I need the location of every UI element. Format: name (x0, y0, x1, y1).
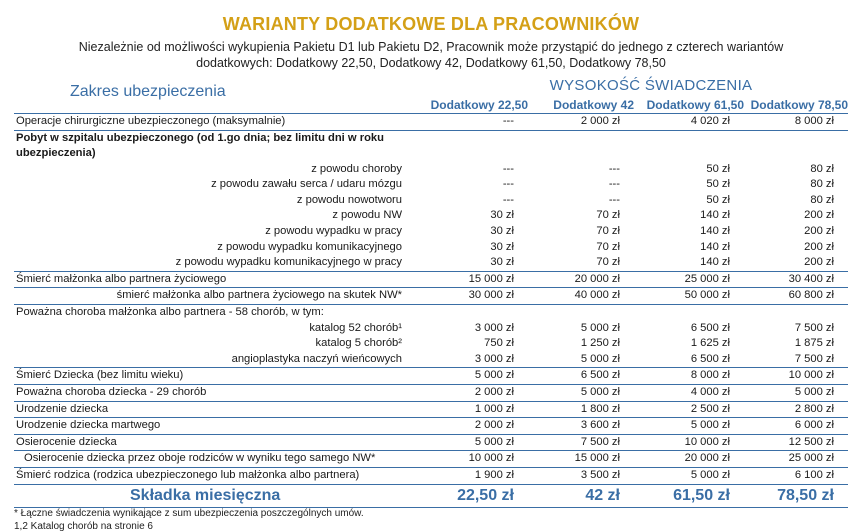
table-row (14, 451, 848, 468)
table-row (14, 162, 848, 178)
cell-value: 25 000 zł (788, 452, 834, 465)
cell-value: 80 zł (810, 178, 834, 191)
cell-value: --- (608, 193, 620, 206)
table-row (14, 224, 848, 240)
cell-value: 50 000 zł (684, 289, 730, 302)
cell-value: 2 800 zł (794, 402, 834, 415)
row-label: z powodu NW (332, 209, 402, 222)
cell-value: 1 625 zł (690, 337, 730, 350)
table-row (14, 336, 848, 352)
row-label: Poważna choroba dziecka - 29 chorób (16, 385, 207, 398)
row-label: Śmierć małżonka albo partnera życiowego (16, 272, 227, 285)
row-label: Osierocenie dziecka (16, 435, 117, 448)
wysokosc-header: WYSOKOŚĆ ŚWIADCZENIA (549, 77, 753, 94)
zakres-header: Zakres ubezpieczenia (70, 83, 226, 100)
table-row (14, 240, 848, 256)
cell-value: 6 500 zł (690, 352, 730, 365)
cell-value: 2 500 zł (690, 402, 730, 415)
table-row (14, 255, 848, 272)
cell-value: 3 000 zł (474, 321, 514, 334)
premium-label: Składka miesięczna (130, 487, 281, 504)
cell-value: 3 000 zł (474, 352, 514, 365)
cell-value: 70 zł (596, 256, 620, 269)
cell-value: 30 zł (490, 209, 514, 222)
table-row (14, 305, 848, 321)
cell-value: 30 zł (490, 240, 514, 253)
cell-value: 12 500 zł (788, 435, 834, 448)
cell-value: 1 800 zł (580, 402, 620, 415)
row-label: Urodzenie dziecka martwego (16, 419, 161, 432)
cell-value: 200 zł (804, 224, 834, 237)
cell-value: 4 000 zł (690, 385, 730, 398)
premium-value: 42 zł (585, 487, 620, 504)
cell-value: 10 000 zł (788, 369, 834, 382)
table-row (14, 352, 848, 369)
cell-value: 5 000 zł (794, 385, 834, 398)
cell-value: --- (502, 162, 514, 175)
row-label: Operacje chirurgiczne ubezpieczonego (maksymalnie) (16, 115, 286, 127)
cell-value: 1 900 zł (474, 468, 514, 481)
cell-value: 6 500 zł (580, 369, 620, 382)
col-header-3: Dodatkowy 61,50 (646, 98, 744, 112)
cell-value: 20 000 zł (574, 272, 620, 285)
cell-value: 200 zł (804, 256, 834, 269)
cell-value: 40 000 zł (574, 289, 620, 302)
cell-value: 200 zł (804, 240, 834, 253)
footnote: 1,2 Katalog chorób na stronie 6 (14, 521, 153, 532)
cell-value: 20 000 zł (684, 452, 730, 465)
cell-value: 7 500 zł (794, 321, 834, 334)
cell-value: 50 zł (706, 178, 730, 191)
monthly-premium-row (14, 484, 848, 508)
page-subtitle: Niezależnie od możliwości wykupienia Pakietu D1 lub Pakietu D2, Pracownik może przystąpić do jednego z czterech wariantów dodatkowych: Dodatkowy 22,50, Dodatkowy 42, Dodatkowy 61,50, Dodatkowy 78,50 (78, 40, 784, 70)
cell-value: 50 zł (706, 193, 730, 206)
row-label: śmierć małżonka albo partnera życiowego na skutek NW* (116, 289, 402, 302)
cell-value: 5 000 zł (690, 468, 730, 481)
table-row (14, 288, 848, 305)
cell-value: 200 zł (804, 209, 834, 222)
cell-value: 70 zł (596, 240, 620, 253)
premium-value: 61,50 zł (673, 487, 730, 504)
cell-value: 750 zł (484, 337, 514, 350)
cell-value: 80 zł (810, 162, 834, 175)
premium-value: 78,50 zł (777, 487, 834, 504)
footnote: * Łączne świadczenia wynikające z sum ubezpieczenia poszczególnych umów. (14, 508, 364, 519)
table-row (14, 113, 848, 131)
table-row (14, 131, 848, 162)
cell-value: 5 000 zł (580, 352, 620, 365)
table-row (14, 402, 848, 419)
row-label: angioplastyka naczyń wieńcowych (231, 352, 402, 365)
cell-value: 6 000 zł (794, 419, 834, 432)
cell-value: 80 zł (810, 193, 834, 206)
table-row (14, 272, 848, 289)
cell-value: 30 400 zł (788, 272, 834, 285)
cell-value: 7 500 zł (580, 435, 620, 448)
row-label: Urodzenie dziecka (16, 402, 109, 415)
row-label: Osierocenie dziecka przez oboje rodziców w wyniku tego samego NW* (24, 452, 376, 465)
cell-value: 10 000 zł (468, 452, 514, 465)
table-row (14, 368, 848, 385)
table-row (14, 208, 848, 224)
row-label: z powodu nowotworu (296, 193, 402, 206)
cell-value: 2 000 zł (580, 115, 620, 127)
cell-value: 1 875 zł (794, 337, 834, 350)
row-label: z powodu choroby (311, 162, 402, 175)
cell-value: 30 zł (490, 256, 514, 269)
cell-value: 15 000 zł (468, 272, 514, 285)
cell-value: 1 000 zł (474, 402, 514, 415)
col-header-2: Dodatkowy 42 (553, 98, 634, 112)
row-label: katalog 5 chorób² (315, 337, 402, 350)
table-row (14, 385, 848, 402)
cell-value: 2 000 zł (474, 419, 514, 432)
cell-value: 30 zł (490, 224, 514, 237)
cell-value: 140 zł (700, 224, 730, 237)
row-label: z powodu wypadku w pracy (265, 224, 402, 237)
cell-value: --- (608, 178, 620, 191)
cell-value: --- (502, 193, 514, 206)
col-header-4: Dodatkowy 78,50 (750, 98, 848, 112)
cell-value: 50 zł (706, 162, 730, 175)
cell-value: 5 000 zł (474, 435, 514, 448)
cell-value: 60 800 zł (788, 289, 834, 302)
row-label: z powodu wypadku komunikacyjnego (217, 240, 402, 253)
cell-value: 140 zł (700, 240, 730, 253)
row-label: Poważna choroba małżonka albo partnera - 58 chorób, w tym: (16, 305, 324, 318)
table-row (14, 177, 848, 193)
cell-value: 1 250 zł (580, 337, 620, 350)
cell-value: 4 020 zł (690, 115, 730, 127)
cell-value: 7 500 zł (794, 352, 834, 365)
cell-value: 8 000 zł (794, 115, 834, 127)
cell-value: 6 500 zł (690, 321, 730, 334)
cell-value: 140 zł (700, 256, 730, 269)
row-label: Śmierć rodzica (rodzica ubezpieczonego lub małżonka albo partnera) (16, 468, 360, 481)
cell-value: 6 100 zł (794, 468, 834, 481)
row-label: katalog 52 chorób¹ (309, 321, 402, 334)
cell-value: 3 500 zł (580, 468, 620, 481)
cell-value: 5 000 zł (474, 369, 514, 382)
cell-value: --- (502, 178, 514, 191)
cell-value: --- (608, 162, 620, 175)
cell-value: 70 zł (596, 209, 620, 222)
cell-value: 5 000 zł (580, 321, 620, 334)
table-row (14, 468, 848, 484)
cell-value: 30 000 zł (468, 289, 514, 302)
row-label: z powodu wypadku komunikacyjnego w pracy (175, 256, 402, 269)
cell-value: 8 000 zł (690, 369, 730, 382)
page-title: WARIANTY DODATKOWE DLA PRACOWNIKÓW (222, 14, 640, 34)
cell-value: 5 000 zł (690, 419, 730, 432)
col-header-1: Dodatkowy 22,50 (430, 98, 528, 112)
cell-value: 25 000 zł (684, 272, 730, 285)
table-row (14, 321, 848, 337)
table-row (14, 193, 848, 209)
table-row (14, 418, 848, 435)
row-label: Śmierć Dziecka (bez limitu wieku) (16, 369, 184, 382)
cell-value: 2 000 zł (474, 385, 514, 398)
benefits-table (14, 113, 848, 483)
cell-value: 3 600 zł (580, 419, 620, 432)
cell-value: 10 000 zł (684, 435, 730, 448)
cell-value: 140 zł (700, 209, 730, 222)
row-label: z powodu zawału serca / udaru mózgu (211, 178, 402, 191)
cell-value: 15 000 zł (574, 452, 620, 465)
cell-value: 70 zł (596, 224, 620, 237)
row-label: Pobyt w szpitalu ubezpieczonego (od 1.go dnia; bez limitu dni w roku ubezpieczenia) (16, 131, 384, 159)
cell-value: 5 000 zł (580, 385, 620, 398)
cell-value: --- (502, 115, 514, 127)
premium-value: 22,50 zł (457, 487, 514, 504)
table-row (14, 435, 848, 452)
